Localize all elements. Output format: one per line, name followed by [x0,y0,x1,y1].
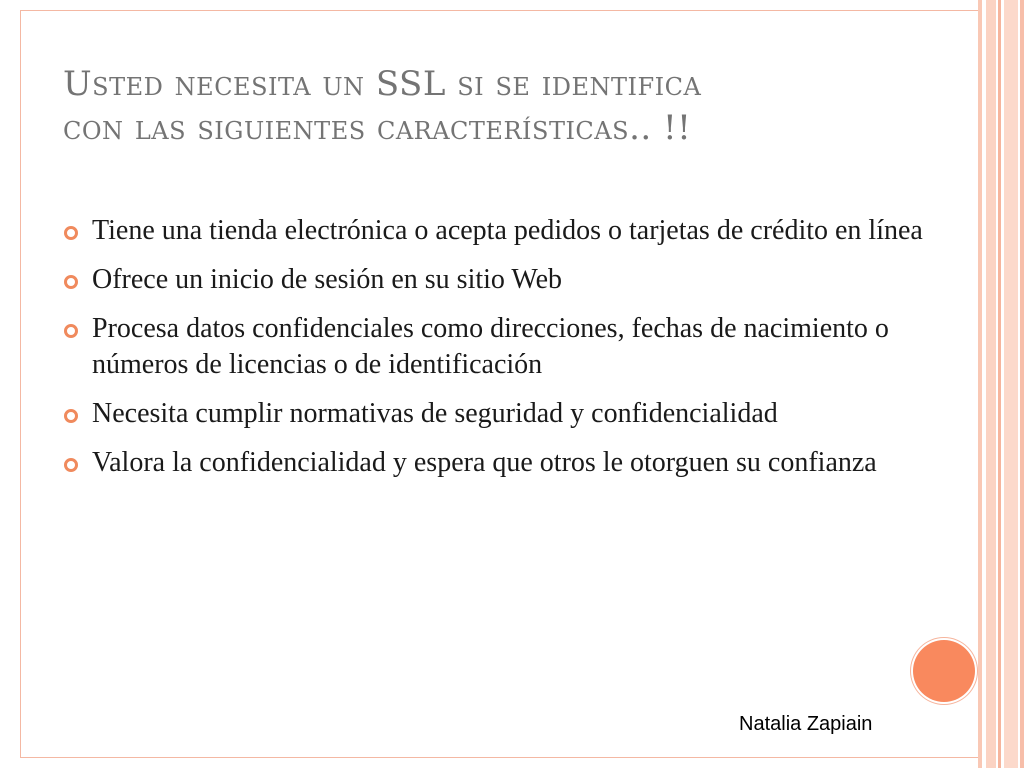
slide-title-line-2: con las siguientes características.. !! [63,108,692,148]
author-name: Natalia Zapiain [739,713,873,735]
bullet-text: Procesa datos confidenciales como direcciones, fechas de nacimiento o números de licencias o de identificación [92,313,889,380]
slide-title [63,62,943,150]
decorative-stripe [1020,0,1024,768]
decorative-stripe [998,0,1001,768]
bullet-text: Necesita cumplir normativas de seguridad y confidencialidad [92,398,778,429]
decorative-stripe [986,0,996,768]
bullet-circle-icon [64,409,78,423]
bullet-circle-icon [64,275,78,289]
bullet-circle-icon [64,324,78,338]
bullet-text: Ofrece un inicio de sesión en su sitio Web [92,264,563,295]
bullet-text: Valora la confidencialidad y espera que otros le otorguen su confianza [92,447,877,478]
bullet-text: Tiene una tienda electrónica o acepta pedidos o tarjetas de crédito en línea [92,215,923,246]
decorative-stripe [978,0,982,768]
frame-left-line [20,10,21,758]
slide-title-line-1: Usted necesita un SSL si se identifica [63,64,702,104]
bullet-item [63,311,943,383]
decorative-stripe [1004,0,1018,768]
bullet-item [63,445,943,481]
bullet-item [63,213,943,249]
decorative-orange-circle [913,640,975,702]
frame-bottom-line [20,757,978,758]
bullet-circle-icon [64,458,78,472]
bullet-circle-icon [64,226,78,240]
frame-top-line [20,10,978,11]
bullet-item [63,396,943,432]
bullet-list [63,213,943,494]
bullet-item [63,262,943,298]
